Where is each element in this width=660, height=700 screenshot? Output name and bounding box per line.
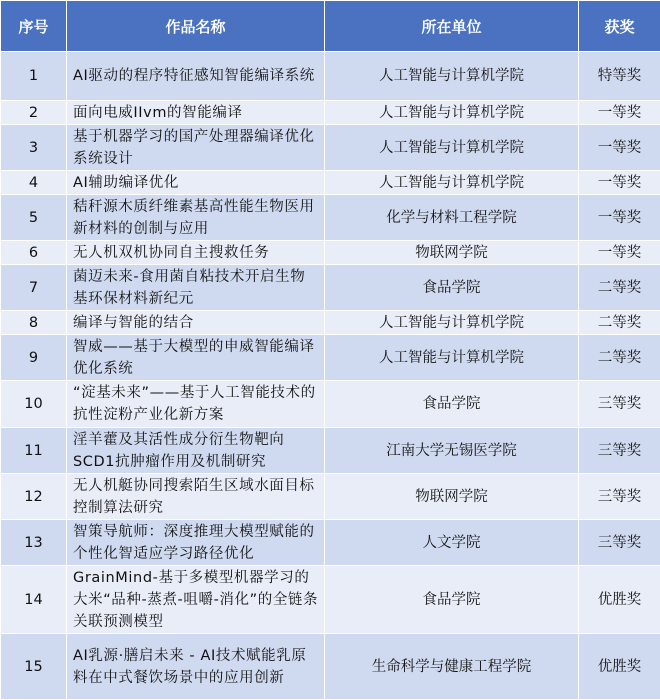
row-award: 一等奖 — [579, 101, 660, 125]
row-index: 11 — [1, 428, 67, 474]
table-row — [1, 101, 660, 125]
header-unit: 所在单位 — [325, 1, 579, 52]
table-row — [1, 474, 660, 520]
row-unit: 人工智能与计算机学院 — [325, 171, 579, 195]
row-name: 面向电威IIvm的智能编译 — [67, 101, 325, 125]
row-award: 优胜奖 — [579, 634, 660, 700]
table-row — [1, 634, 660, 700]
row-unit: 生命科学与健康工程学院 — [325, 634, 579, 700]
row-unit: 人工智能与计算机学院 — [325, 311, 579, 335]
row-name: AI驱动的程序特征感知智能编译系统 — [67, 52, 325, 101]
row-index: 15 — [1, 634, 67, 700]
row-award: 优胜奖 — [579, 566, 660, 634]
row-name: AI乳源·膳启未来 - AI技术赋能乳原料在中式餐饮场景中的应用创新 — [67, 634, 325, 700]
table-body — [1, 52, 660, 700]
row-award: 一等奖 — [579, 195, 660, 241]
table-row — [1, 520, 660, 566]
row-award: 一等奖 — [579, 171, 660, 195]
table-row — [1, 335, 660, 381]
row-unit: 人工智能与计算机学院 — [325, 52, 579, 101]
table-row — [1, 195, 660, 241]
row-name: 淫羊藿及其活性成分衍生物靶向SCD1抗肿瘤作用及机制研究 — [67, 428, 325, 474]
row-unit: 化学与材料工程学院 — [325, 195, 579, 241]
row-unit: 食品学院 — [325, 566, 579, 634]
row-award: 一等奖 — [579, 125, 660, 171]
row-unit: 食品学院 — [325, 381, 579, 428]
row-index: 3 — [1, 125, 67, 171]
row-award: 三等奖 — [579, 428, 660, 474]
row-unit: 人文学院 — [325, 520, 579, 566]
row-index: 1 — [1, 52, 67, 101]
row-unit: 物联网学院 — [325, 474, 579, 520]
row-award: 三等奖 — [579, 381, 660, 428]
row-name: “淀基未来”——基于人工智能技术的抗性淀粉产业化新方案 — [67, 381, 325, 428]
row-award: 二等奖 — [579, 335, 660, 381]
row-name: 编译与智能的结合 — [67, 311, 325, 335]
row-unit: 食品学院 — [325, 265, 579, 311]
row-index: 6 — [1, 241, 67, 265]
row-award: 三等奖 — [579, 474, 660, 520]
row-index: 9 — [1, 335, 67, 381]
row-name: 基于机器学习的国产处理器编译优化系统设计 — [67, 125, 325, 171]
row-name: 秸秆源木质纤维素基高性能生物医用新材料的创制与应用 — [67, 195, 325, 241]
table-row — [1, 125, 660, 171]
row-unit: 人工智能与计算机学院 — [325, 125, 579, 171]
row-index: 12 — [1, 474, 67, 520]
row-index: 2 — [1, 101, 67, 125]
row-unit: 人工智能与计算机学院 — [325, 101, 579, 125]
header-index: 序号 — [1, 1, 67, 52]
row-award: 二等奖 — [579, 265, 660, 311]
row-award: 特等奖 — [579, 52, 660, 101]
row-index: 5 — [1, 195, 67, 241]
header-row — [1, 1, 660, 52]
row-name: AI辅助编译优化 — [67, 171, 325, 195]
table-header — [1, 1, 660, 52]
row-unit: 物联网学院 — [325, 241, 579, 265]
row-name: 菌迈未来-食用菌自粘技术开启生物基环保材料新纪元 — [67, 265, 325, 311]
row-index: 8 — [1, 311, 67, 335]
header-award: 获奖 — [579, 1, 660, 52]
table-row — [1, 265, 660, 311]
row-unit: 人工智能与计算机学院 — [325, 335, 579, 381]
table-row — [1, 566, 660, 634]
table-row — [1, 428, 660, 474]
row-name: 无人机艇协同搜索陌生区域水面目标控制算法研究 — [67, 474, 325, 520]
header-name: 作品名称 — [67, 1, 325, 52]
row-name: 无人机双机协同自主搜救任务 — [67, 241, 325, 265]
table-row — [1, 52, 660, 101]
row-name: 智策导航师：深度推理大模型赋能的个性化智适应学习路径优化 — [67, 520, 325, 566]
row-award: 一等奖 — [579, 241, 660, 265]
table-row — [1, 311, 660, 335]
row-index: 14 — [1, 566, 67, 634]
row-name: 智威——基于大模型的申威智能编译优化系统 — [67, 335, 325, 381]
table-row — [1, 381, 660, 428]
row-index: 4 — [1, 171, 67, 195]
row-index: 7 — [1, 265, 67, 311]
row-award: 二等奖 — [579, 311, 660, 335]
row-index: 10 — [1, 381, 67, 428]
row-unit: 江南大学无锡医学院 — [325, 428, 579, 474]
row-award: 三等奖 — [579, 520, 660, 566]
table-row — [1, 171, 660, 195]
row-name: GrainMind-基于多模型机器学习的大米“品种-蒸煮-咀嚼-消化”的全链条关联预测模型 — [67, 566, 325, 634]
table-row — [1, 241, 660, 265]
row-index: 13 — [1, 520, 67, 566]
